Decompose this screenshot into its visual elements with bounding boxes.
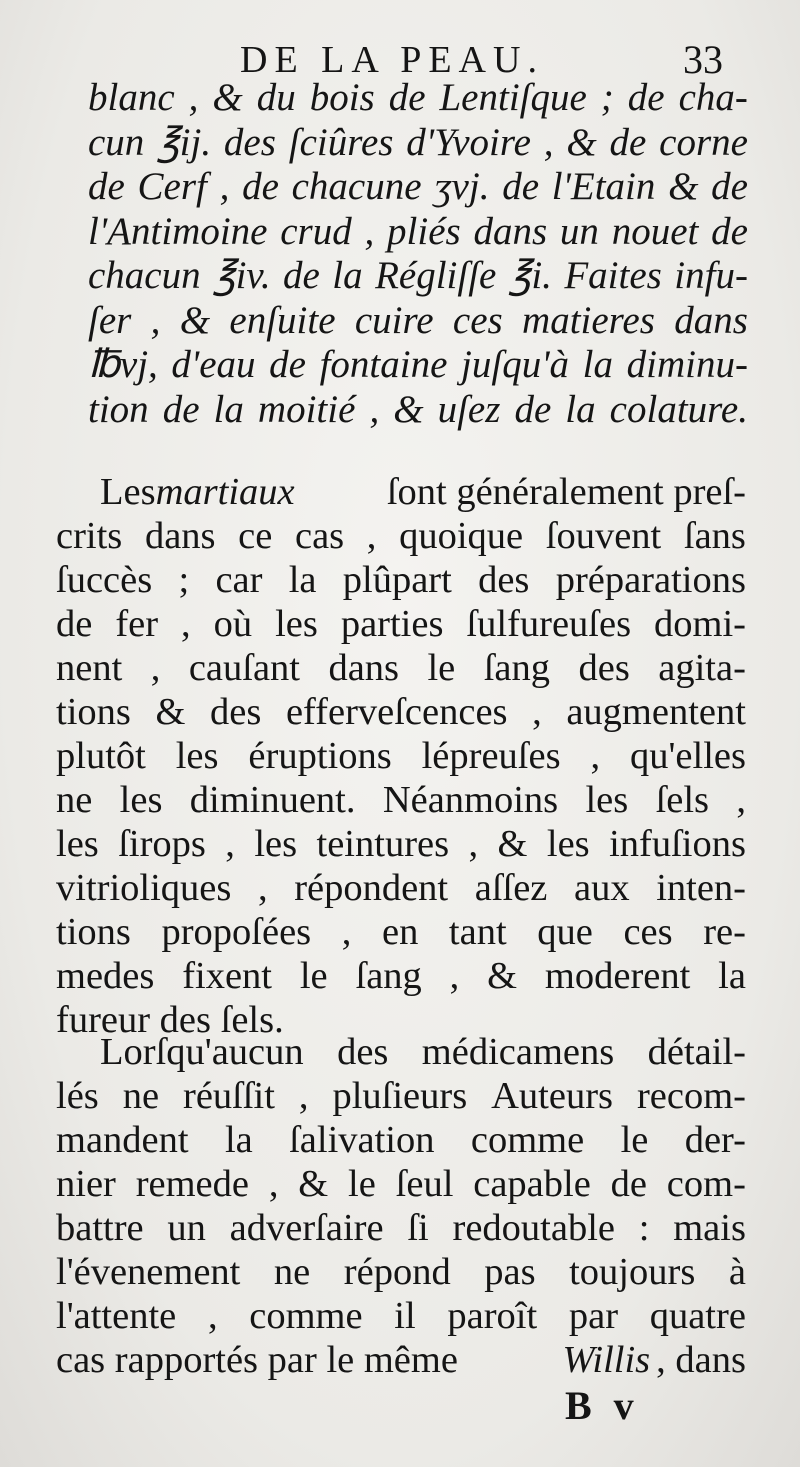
word: dans xyxy=(328,647,400,689)
word: , xyxy=(298,1075,309,1117)
text-line xyxy=(88,254,748,299)
word: de xyxy=(711,209,748,253)
word: répond xyxy=(343,1251,451,1293)
word: ces xyxy=(623,911,673,953)
word: paroît xyxy=(447,1295,538,1337)
word: qu'elles xyxy=(629,735,746,777)
text-line xyxy=(56,734,746,778)
word: d'Yvoire xyxy=(406,120,531,164)
word: cuire xyxy=(354,298,434,342)
word: par xyxy=(568,1295,619,1337)
word: de xyxy=(88,165,125,208)
word: parties xyxy=(340,603,444,645)
word: de xyxy=(627,76,665,119)
word: réuſſit xyxy=(183,1075,275,1117)
word: aſſez xyxy=(474,867,548,909)
word: : xyxy=(638,1207,650,1249)
word: ne xyxy=(273,1251,311,1293)
word: la xyxy=(213,387,244,431)
word: Faites xyxy=(564,254,662,297)
word: éruptions xyxy=(248,735,392,777)
word: , xyxy=(532,691,542,733)
word: les xyxy=(275,603,318,645)
word: l'Etain xyxy=(551,165,656,208)
word: medes xyxy=(56,955,155,997)
text-run: , dans xyxy=(656,1339,746,1381)
word: tant xyxy=(448,911,507,953)
word: Cerf xyxy=(137,165,207,208)
word: la xyxy=(288,559,317,601)
word: ſang xyxy=(483,647,551,689)
word: le xyxy=(427,647,456,689)
word: mais xyxy=(673,1207,746,1249)
word: tions xyxy=(56,691,131,733)
word: agita- xyxy=(658,647,746,689)
text-line xyxy=(56,866,746,910)
word: fixent xyxy=(182,955,273,997)
text-line xyxy=(56,1030,746,1074)
word: ſalivation xyxy=(289,1119,435,1161)
word: infu- xyxy=(674,254,748,297)
word: cauſant xyxy=(188,647,300,689)
text-line-last: fureur des ſels. xyxy=(56,999,284,1041)
word: , xyxy=(369,387,380,431)
text-line xyxy=(88,165,748,210)
word: recom- xyxy=(636,1075,746,1117)
word: & xyxy=(393,387,424,431)
word: ſirops xyxy=(118,823,206,865)
word: répondent xyxy=(294,867,449,909)
text-line xyxy=(88,210,748,255)
text-line xyxy=(56,822,746,866)
text-run: cas rapportés par le même xyxy=(56,1339,458,1381)
word: , xyxy=(364,209,375,253)
word: comme xyxy=(470,1119,585,1161)
word: com- xyxy=(666,1163,746,1205)
emphasis-word: Willis xyxy=(562,1339,651,1381)
word: , xyxy=(219,165,230,208)
word: capable xyxy=(473,1163,591,1205)
word: toujours xyxy=(569,1251,696,1293)
word: & xyxy=(179,298,211,342)
word: , xyxy=(268,1163,279,1205)
word: les xyxy=(546,823,590,865)
word: de xyxy=(269,343,306,386)
word: efferveſcences xyxy=(285,691,508,733)
word: cun xyxy=(88,120,145,164)
text-line-willis xyxy=(56,1338,746,1382)
word: ſciûres xyxy=(288,120,394,164)
word: & xyxy=(497,823,528,865)
word: ne xyxy=(56,779,93,821)
word: que xyxy=(537,911,593,953)
word: enſuite xyxy=(229,298,336,342)
word: Néanmoins xyxy=(382,779,559,821)
word: médicamens xyxy=(421,1031,615,1073)
text-line xyxy=(88,299,748,344)
word: où xyxy=(213,603,253,645)
text-line xyxy=(56,954,746,998)
word: crud xyxy=(280,209,352,253)
word: Lorſqu'aucun xyxy=(100,1031,304,1073)
word: dans xyxy=(144,515,216,557)
word: ſouvent xyxy=(545,515,662,557)
word: , xyxy=(366,515,377,557)
word: l'Antimoine xyxy=(88,209,268,253)
word: ſans xyxy=(683,515,746,557)
word: dans xyxy=(674,298,748,342)
word: & xyxy=(487,955,518,997)
word: de xyxy=(283,254,320,297)
word: , xyxy=(543,120,554,164)
word: Les xyxy=(100,471,156,513)
paragraph-salivation xyxy=(56,1030,746,1382)
word: , xyxy=(150,298,161,342)
word: battre xyxy=(56,1207,144,1249)
word: un xyxy=(167,1207,206,1249)
word: , xyxy=(590,735,601,777)
word: les xyxy=(119,779,163,821)
text-line xyxy=(56,778,746,822)
word: les xyxy=(585,779,629,821)
word: ſels xyxy=(655,779,710,821)
word: ſulfureuſes xyxy=(466,603,632,645)
word: détail- xyxy=(647,1031,746,1073)
word: de xyxy=(388,76,426,119)
text-line xyxy=(88,388,748,433)
word: du xyxy=(256,76,296,119)
word: moitié xyxy=(257,387,356,431)
text-line xyxy=(56,690,746,734)
word: ſeul xyxy=(395,1163,454,1205)
word: ℔vj, xyxy=(88,343,158,386)
word: , xyxy=(736,779,746,821)
word: pas xyxy=(484,1251,536,1293)
word: la xyxy=(565,387,596,431)
word: , xyxy=(257,867,268,909)
word: un xyxy=(559,209,599,253)
word: fer xyxy=(115,603,159,645)
word: & xyxy=(155,691,186,733)
text-line xyxy=(56,1250,746,1294)
word: nent xyxy=(56,647,123,689)
word: des xyxy=(210,691,262,733)
word: de xyxy=(162,387,200,431)
word: chacun xyxy=(88,254,201,297)
word: ſer xyxy=(88,298,132,342)
word: de xyxy=(514,387,552,431)
word: ces xyxy=(452,298,503,342)
text-line xyxy=(88,343,748,388)
text-line xyxy=(88,76,748,121)
text-run: ſont généralement preſ- xyxy=(386,471,746,513)
text-line xyxy=(56,1074,746,1118)
word: bois xyxy=(309,76,375,119)
word: , xyxy=(181,603,191,645)
word: colature. xyxy=(609,387,748,431)
word: matieres xyxy=(522,298,655,342)
word: moderent xyxy=(544,955,691,997)
word: la xyxy=(718,955,746,997)
word: uſez xyxy=(437,387,501,431)
word: plûpart xyxy=(342,559,452,601)
word: & xyxy=(212,76,243,119)
word: en xyxy=(381,911,419,953)
word: ſang xyxy=(355,955,422,997)
word: l'évenement xyxy=(56,1251,241,1293)
word: lés xyxy=(56,1075,99,1117)
word: der- xyxy=(684,1119,746,1161)
word: tion xyxy=(88,387,149,431)
word: inten- xyxy=(656,867,746,909)
text-line-first xyxy=(56,470,746,514)
text-line xyxy=(56,910,746,954)
word: adverſaire xyxy=(229,1207,384,1249)
word: la xyxy=(224,1119,253,1161)
word: re- xyxy=(703,911,746,953)
word: les xyxy=(175,735,219,777)
emphasis-word: martiaux xyxy=(155,471,295,513)
word: ſuccès xyxy=(56,559,153,601)
word: & xyxy=(566,120,597,164)
word: fontaine xyxy=(319,343,448,386)
word: crits xyxy=(56,515,123,557)
word: préparations xyxy=(555,559,746,601)
word: de xyxy=(609,120,647,164)
word: le xyxy=(348,1163,376,1205)
word: ; xyxy=(178,559,190,601)
text-line xyxy=(56,646,746,690)
word: ʒvj. xyxy=(434,165,490,208)
word: l'attente xyxy=(56,1295,177,1337)
word: nier xyxy=(56,1163,116,1205)
text-line xyxy=(56,602,746,646)
word: ; xyxy=(600,76,614,119)
word: ce xyxy=(238,515,273,557)
word: diminuent. xyxy=(189,779,356,821)
word: quatre xyxy=(649,1295,746,1337)
text-line xyxy=(56,1294,746,1338)
word: propoſées xyxy=(161,911,312,953)
word: il xyxy=(394,1295,416,1337)
word: ℥iv. xyxy=(213,254,271,297)
word: Régliſſe xyxy=(375,254,497,297)
word: diminu- xyxy=(626,343,748,386)
word: & xyxy=(668,165,699,208)
word: remede xyxy=(135,1163,249,1205)
word: ℥ij. xyxy=(157,120,212,164)
text-line xyxy=(88,121,748,166)
word: de xyxy=(711,165,748,208)
word: chacune xyxy=(291,165,422,208)
word: redoutable xyxy=(452,1207,615,1249)
word: nouet xyxy=(611,209,699,253)
word: , xyxy=(225,823,235,865)
word: infuſions xyxy=(609,823,746,865)
signature-mark: B v xyxy=(565,1383,640,1428)
word: comme xyxy=(249,1295,363,1337)
word: les xyxy=(56,823,99,865)
word: Auteurs xyxy=(491,1075,614,1117)
word: de xyxy=(502,165,539,208)
word: à xyxy=(728,1251,746,1293)
word: tions xyxy=(56,911,131,953)
word: , xyxy=(150,647,161,689)
word: vitrioliques xyxy=(56,867,232,909)
word: aux xyxy=(574,867,630,909)
word: d'eau xyxy=(171,343,256,386)
word: ne xyxy=(122,1075,160,1117)
word: de xyxy=(56,603,93,645)
word: teintures xyxy=(316,823,450,865)
word: corne xyxy=(659,120,748,164)
word: le xyxy=(299,955,328,997)
text-line xyxy=(56,1118,746,1162)
word: pliés xyxy=(387,209,461,253)
word: cha- xyxy=(678,76,748,119)
word: , xyxy=(188,76,199,119)
word: de xyxy=(242,165,279,208)
word: la xyxy=(582,343,613,386)
word: & xyxy=(298,1163,329,1205)
word: ℥i. xyxy=(508,254,552,297)
word: des xyxy=(223,120,276,164)
word: , xyxy=(207,1295,218,1337)
page-number: 33 xyxy=(683,37,723,82)
word: car xyxy=(215,559,263,601)
word: blanc xyxy=(88,76,175,119)
word: domi- xyxy=(654,603,746,645)
text-line xyxy=(56,514,746,558)
word: lépreuſes xyxy=(421,735,561,777)
running-title: DE LA PEAU. xyxy=(240,39,544,81)
word: , xyxy=(341,911,352,953)
word: cas xyxy=(294,515,345,557)
word: plutôt xyxy=(56,735,146,777)
word: de xyxy=(610,1163,647,1205)
word: la xyxy=(332,254,363,297)
word: Lentiſque xyxy=(439,76,587,119)
text-line xyxy=(56,1162,746,1206)
text-line xyxy=(56,558,746,602)
word: augmentent xyxy=(566,691,746,733)
word: juſqu'à xyxy=(461,343,570,386)
word: ſi xyxy=(407,1207,429,1249)
text-line xyxy=(56,1206,746,1250)
word: mandent xyxy=(56,1119,189,1161)
recipe-italic-paragraph xyxy=(88,76,748,432)
word: dans xyxy=(473,209,548,253)
word: , xyxy=(449,955,460,997)
word: des xyxy=(478,559,530,601)
word: quoique xyxy=(399,515,524,557)
word: les xyxy=(254,823,298,865)
word: , xyxy=(468,823,479,865)
word: le xyxy=(620,1119,649,1161)
paragraph-martiaux xyxy=(56,470,746,1042)
word: des xyxy=(337,1031,389,1073)
word: pluſieurs xyxy=(332,1075,468,1117)
word: des xyxy=(578,647,630,689)
